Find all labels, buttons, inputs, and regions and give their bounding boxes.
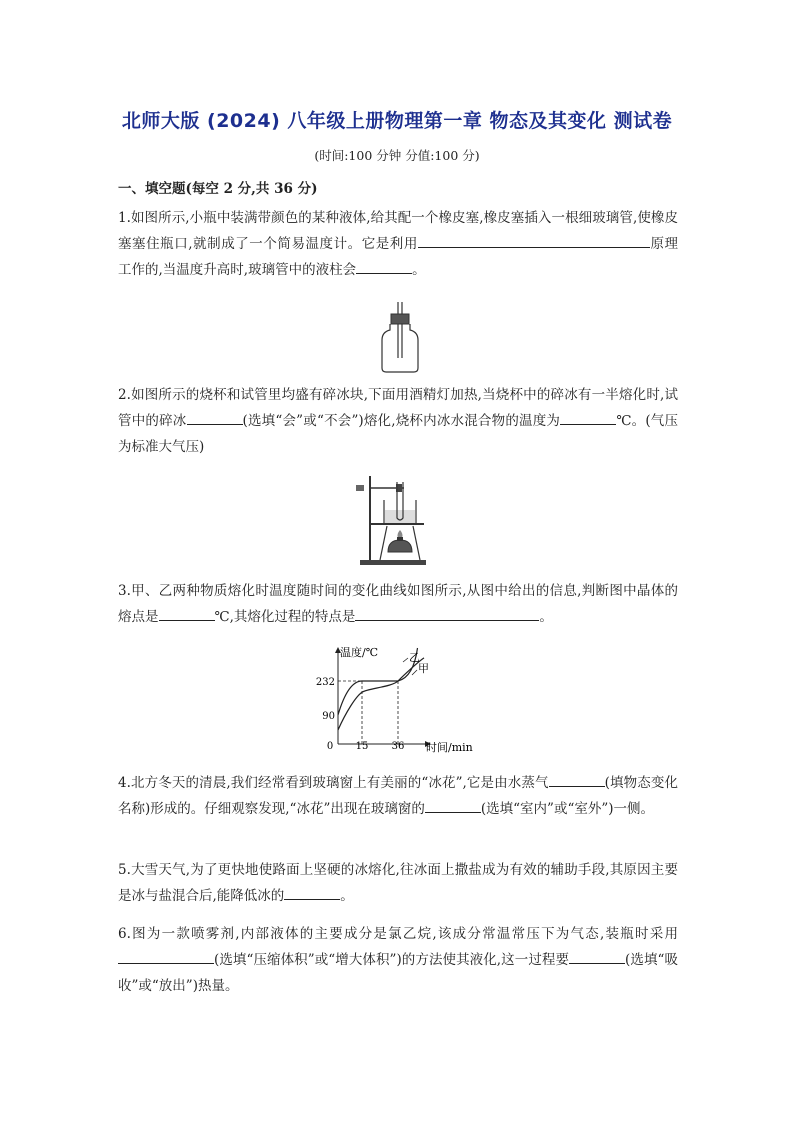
series-yi-pointer — [403, 658, 408, 662]
question-2-blank-1[interactable] — [187, 410, 243, 425]
x-tick-15: 15 — [355, 741, 369, 752]
question-1 — [118, 205, 678, 283]
bottle-thermometer-figure — [370, 300, 430, 380]
question-5-blank-1[interactable] — [284, 885, 340, 900]
x-tick-36: 36 — [391, 741, 405, 752]
question-4 — [118, 770, 678, 822]
question-5-text-a: 5.大雪天气,为了更快地使路面上坚硬的冰熔化,往冰面上撒盐成为有效的辅助手段,其原因主要是冰与盐混合后,能降低冰的 — [118, 862, 678, 904]
question-5-text-b: 。 — [340, 888, 354, 904]
question-6 — [118, 921, 678, 999]
question-6-blank-1[interactable] — [118, 949, 214, 964]
page-title: 北师大版 (2024) 八年级上册物理第一章 物态及其变化 测试卷 — [121, 110, 673, 132]
question-2-text-b: (选填“会”或“不会”)熔化,烧杯内冰水混合物的温度为 — [242, 413, 561, 429]
series-jia-pointer — [412, 670, 417, 675]
section-heading: 一、填空题(每空 2 分,共 36 分) — [118, 181, 318, 197]
y-tick-90: 90 — [322, 711, 335, 722]
question-4-text-a: 4.北方冬天的清晨,我们经常看到玻璃窗上有美丽的“冰花”,它是由水蒸气 — [118, 775, 549, 791]
heating-apparatus-figure — [354, 474, 434, 570]
series-jia-label: 甲 — [418, 662, 429, 675]
question-1-text-a: 1.如图所示,小瓶中装满带颜色的某种液体,给其配一个橡皮塞,橡皮塞插入一根细玻璃管,使橡皮塞塞住瓶口,就制成了一个简易温度计。它是利用 — [118, 210, 678, 252]
question-3 — [118, 578, 678, 630]
question-3-text-c: 。 — [539, 609, 553, 625]
y-axis-label: 温度/℃ — [340, 646, 379, 659]
question-1-blank-2[interactable] — [356, 259, 412, 274]
question-2 — [118, 382, 678, 460]
y-tick-232: 232 — [315, 677, 335, 688]
series-yi-label: 乙 — [409, 651, 420, 664]
question-3-text-b: ℃,其熔化过程的特点是 — [214, 609, 356, 625]
question-4-blank-1[interactable] — [549, 772, 605, 787]
question-3-text-a: 3.甲、乙两种物质熔化时温度随时间的变化曲线如图所示,从图中给出的信息,判断图中晶体的熔点是 — [118, 583, 678, 625]
question-6-text-a: 6.图为一款喷雾剂,内部液体的主要成分是氯乙烷,该成分常温常压下为气态,装瓶时采用 — [118, 926, 678, 942]
question-1-text-c: 。 — [412, 262, 426, 278]
question-3-blank-1[interactable] — [159, 606, 215, 621]
question-5 — [118, 857, 678, 909]
melting-curve-chart — [308, 642, 488, 758]
x-tick-0: 0 — [326, 741, 334, 752]
question-1-blank-1[interactable] — [418, 233, 650, 248]
question-4-text-c: (选填“室内”或“室外”)一侧。 — [480, 801, 655, 817]
x-axis-label: 时间/min — [426, 741, 473, 754]
question-2-text-a: 2.如图所示的烧杯和试管里均盛有碎冰块,下面用酒精灯加热,当烧杯中的碎冰有一半熔化时,试管中的碎冰 — [118, 387, 678, 429]
exam-info: (时间:100 分钟 分值:100 分) — [314, 148, 480, 163]
question-4-text-b: (填物态变化名称)形成的。仔细观察发现,“冰花”出现在玻璃窗的 — [118, 775, 678, 817]
question-3-blank-2[interactable] — [355, 606, 539, 621]
question-4-blank-2[interactable] — [425, 798, 481, 813]
question-6-text-b: (选填“压缩体积”或“增大体积”)的方法使其液化,这一过程要 — [214, 952, 570, 968]
question-2-text-c: ℃。(气压为标准大气压) — [118, 413, 678, 455]
question-2-blank-2[interactable] — [560, 410, 616, 425]
question-1-text-b: 原理工作的,当温度升高时,玻璃管中的液柱会 — [118, 236, 679, 278]
question-6-text-c: (选填“吸收”或“放出”)热量。 — [118, 952, 678, 994]
question-6-blank-2[interactable] — [569, 949, 625, 964]
